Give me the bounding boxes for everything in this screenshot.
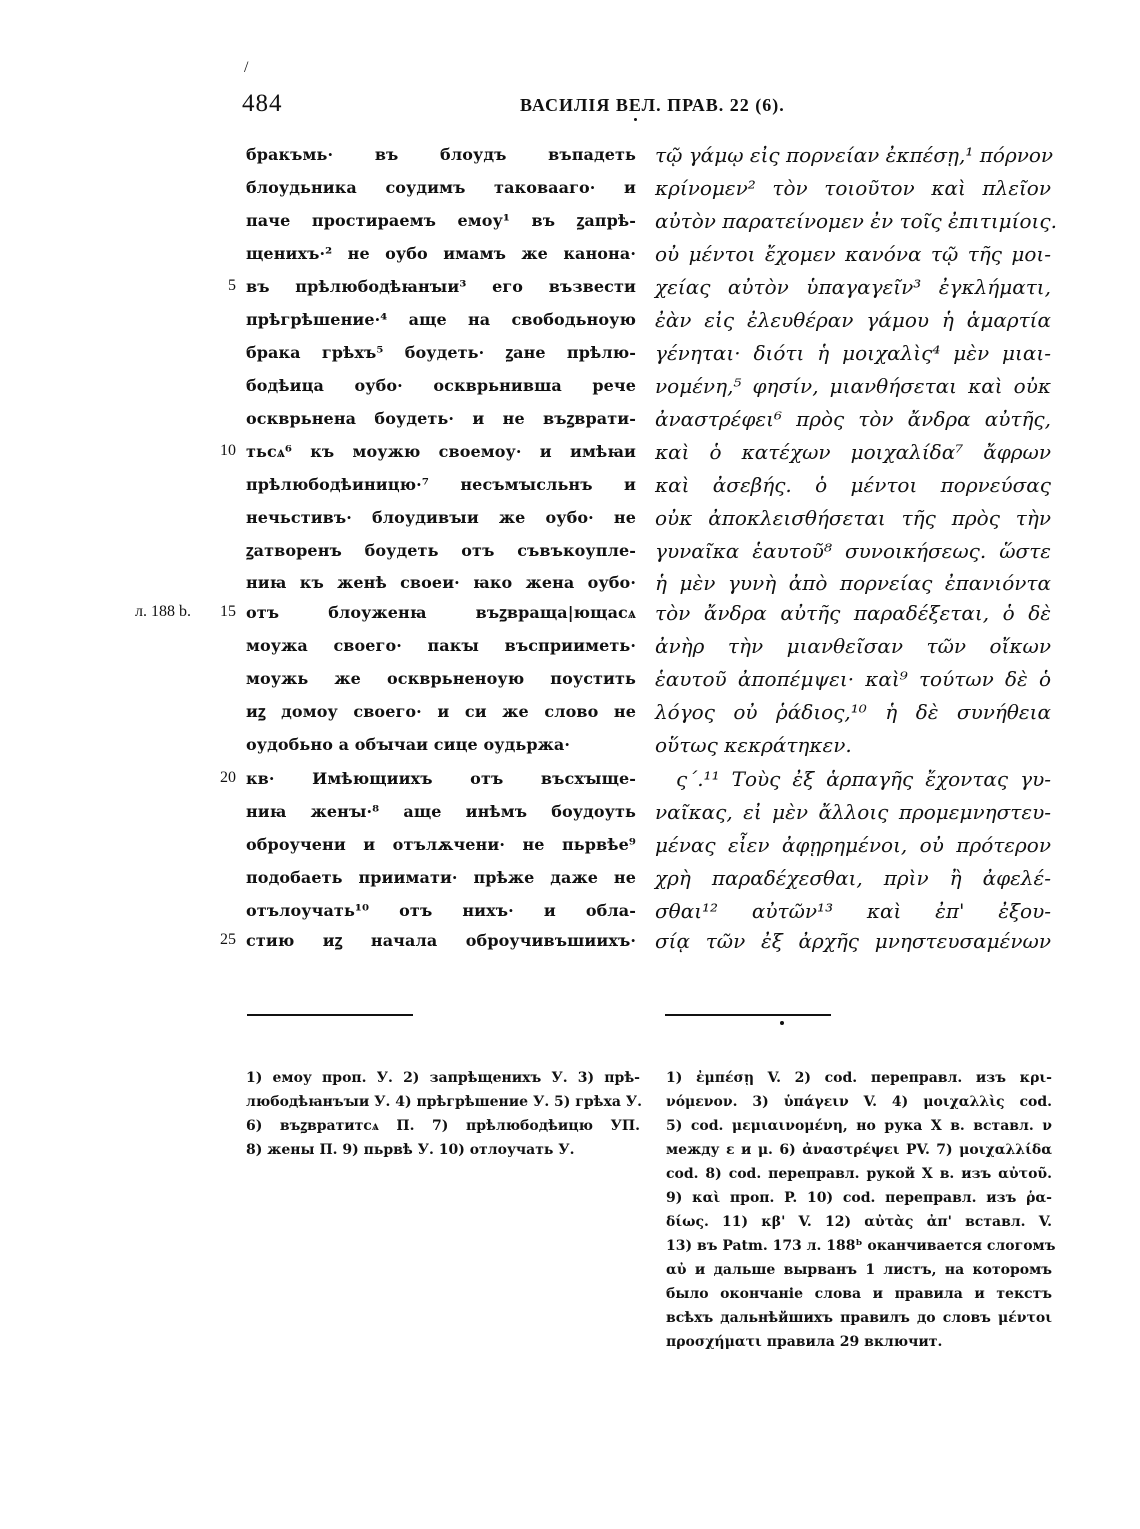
footnote-line: cod. 8) cod. переправл. рукой X в. изъ αὐτοῦ.	[666, 1166, 1052, 1182]
greek-line: κρίνομεν² τὸν τοιοῦτον καὶ πλεῖον	[655, 176, 1051, 200]
footnote-line: δίως. 11) κβ' V. 12) αὐτὰς ἀπ' вставл. V.	[666, 1214, 1052, 1230]
slavonic-line: ниꙗ женꙑ·⁸ аще инѣмъ боудоуть	[246, 802, 636, 821]
slavonic-line: блоудьника соудимъ таковааго· и	[246, 178, 636, 197]
footnote-line: любодѣꙗнъꙑи У. 4) прѣгрѣшение У. 5) грѣха У.	[246, 1094, 643, 1110]
running-title: ВАСИЛІЯ ВЕЛ. ПРАВ. 22 (6).	[520, 95, 785, 115]
footnote-line: προσχήματι правила 29 включит.	[666, 1334, 943, 1350]
greek-line: καὶ ἀσεβής. ὁ μέντοι πορνεύσας	[655, 473, 1051, 497]
footnote-line: αὐ и дальше вырванъ 1 листъ, на которомъ	[666, 1262, 1052, 1278]
line-number-20: 20	[220, 769, 236, 786]
greek-line: μένας εἶεν ἀφῃρημένοι, οὐ πρότερον	[655, 833, 1051, 857]
slavonic-line: моужа своего· пакꙑ въсприиметь·	[246, 636, 636, 655]
slavonic-line: отълоучать¹⁰ отъ нихъ· и обла-	[246, 901, 636, 920]
greek-line: καὶ ὁ κατέχων μοιχαλίδα⁷ ἄφρων	[655, 440, 1051, 464]
center-dot-mark	[780, 1021, 784, 1025]
slavonic-line: стию иꙁ начала оброучивъшиихъ·	[246, 931, 636, 950]
greek-line: οὐκ ἀποκλεισθήσεται τῆς πρὸς τὴν	[655, 506, 1051, 530]
slavonic-line: подобаеть приимати· прѣже даже не	[246, 868, 636, 887]
greek-line: χείας αὐτὸν ὑπαγαγεῖν³ ἐγκλήματι,	[655, 275, 1051, 299]
slavonic-line: кв· Имѣющиихъ отъ въсхꙑще-	[246, 769, 636, 788]
greek-line: σίᾳ τῶν ἐξ ἀρχῆς μνηστευσαμένων	[655, 929, 1051, 953]
header-dot-mark	[634, 118, 637, 121]
footnote-line: было окончаніе слова и правила и текстъ	[666, 1286, 1052, 1302]
line-number-5: 5	[228, 277, 236, 294]
slavonic-line: бодѣица оубо· оскврьнивша рече	[246, 376, 636, 395]
greek-line: χρὴ παραδέχεσθαι, πρὶν ἢ ἀφελέ-	[655, 866, 1051, 890]
slavonic-line: нечьстивъ· блоудивꙑи же оубо· не	[246, 508, 636, 527]
page-number: 484	[242, 90, 283, 117]
greek-line: ἑαυτοῦ ἀποπέμψει· καὶ⁹ τούτων δὲ ὁ	[655, 667, 1051, 691]
footnote-line: всѣхъ дальнѣйшихъ правилъ до словъ μέντοι	[666, 1310, 1052, 1326]
greek-line: ἐὰν εἰς ἐλευθέραν γάμου ἡ ἁμαρτία	[655, 308, 1051, 332]
slavonic-line: иꙁ домоу своего· и си же слово не	[246, 702, 636, 721]
slavonic-line: оскврьнена боудеть· и не въꙁврати-	[246, 409, 636, 428]
slavonic-line: брака грѣхъ⁵ боудеть· ꙁане прѣлю-	[246, 343, 636, 362]
greek-line: λόγος οὐ ῥάδιος,¹⁰ ἡ δὲ συνήθεια	[655, 700, 1051, 724]
greek-line: αὐτὸν παρατείνομεν ἐν τοῖς ἐπιτιμίοις.	[655, 209, 1057, 233]
footnote-line: 1) емоу проп. У. 2) запрѣщенихъ У. 3) прѣ-	[246, 1070, 640, 1086]
footnote-line: νόμενον. 3) ὑπάγειν V. 4) μοιχαλλὶς cod.	[666, 1094, 1052, 1110]
greek-line: οὐ μέντοι ἔχομεν κανόνα τῷ τῆς μοι-	[655, 242, 1051, 266]
greek-line: τὸν ἄνδρα αὐτῆς παραδέξεται, ὁ δὲ	[655, 601, 1051, 625]
greek-line: νομένη,⁵ φησίν, μιανθήσεται καὶ οὐκ	[655, 374, 1051, 398]
slavonic-line: оброучени и отълѫчени· не пьрвѣе⁹	[246, 835, 636, 854]
footnote-line: 9) καὶ проп. P. 10) cod. переправл. изъ ῥα-	[666, 1190, 1052, 1206]
slavonic-line: отъ блоуженꙗ въꙁвраща|ющасѧ	[246, 603, 636, 622]
greek-line: τῷ γάμῳ εἰς πορνείαν ἐκπέσῃ,¹ πόρνον	[655, 143, 1054, 167]
line-number-10: 10	[220, 442, 236, 459]
footnote-line: 5) cod. μεμιαινομένη, но рука X в. вставл. ν	[666, 1118, 1052, 1134]
stray-mark: /	[244, 59, 249, 76]
footnote-line: 6) въꙁвратитсѧ П. 7) прѣлюбодѣицю УП.	[246, 1118, 640, 1134]
greek-line: ἡ μὲν γυνὴ ἀπὸ πορνείας ἐπανιόντα	[655, 571, 1051, 595]
slavonic-line: въ прѣлюбодѣꙗнꙑи³ его възвести	[246, 277, 636, 296]
greek-line: οὕτως κεκράτηκεν.	[655, 733, 852, 757]
slavonic-line: моужь же оскврьненоую поустить	[246, 669, 636, 688]
footnote-line: 8) жены П. 9) пьрвѣ У. 10) отлоучать У.	[246, 1142, 575, 1158]
line-number-25: 25	[220, 931, 236, 948]
footnote-rule-left	[247, 1014, 413, 1016]
footnote-line: между ε и μ. 6) ἀναστρέψει PV. 7) μοιχαλλίδα	[666, 1142, 1052, 1158]
greek-line: ἀνὴρ τὴν μιανθεῖσαν τῶν οἴκων	[655, 634, 1051, 658]
greek-line: ἀναστρέφει⁶ πρὸς τὸν ἄνδρα αὐτῆς,	[655, 407, 1051, 431]
greek-line: ναῖκας, εἰ μὲν ἄλλοις προμεμνηστευ-	[655, 800, 1051, 824]
slavonic-line: прѣлюбодѣиницю·⁷ несъмꙑсльнъ и	[246, 475, 636, 494]
footnote-line: 13) въ Patm. 173 л. 188ᵇ оканчивается слогомъ	[666, 1238, 1056, 1254]
greek-line: γυναῖκα ἑαυτοῦ⁸ συνοικήσεως. ὥστε	[655, 539, 1051, 563]
slavonic-line: паче простираемъ емоу¹ въ ꙁапрѣ-	[246, 211, 636, 230]
greek-line: σθαι¹² αὐτῶν¹³ καὶ ἐπ' ἐξου-	[655, 899, 1051, 923]
footnote-line: 1) ἐμπέσῃ V. 2) cod. переправл. изъ κρι-	[666, 1070, 1052, 1086]
line-number-15: 15	[220, 603, 236, 620]
greek-line: γένηται· διότι ἡ μοιχαλὶς⁴ μὲν μιαι-	[655, 341, 1051, 365]
slavonic-line: тьсѧ⁶ къ моужю своемоу· и имѣꙗи	[246, 442, 636, 461]
slavonic-line: оудобьно а обꙑчаи сице оудьржа·	[246, 735, 570, 754]
slavonic-line: щенихъ·² не оубо имамъ же канона·	[246, 244, 636, 263]
slavonic-line: бракъмь· въ блоудъ въпадеть	[246, 145, 636, 164]
greek-line: ς´.¹¹ Τοὺς ἐξ ἁρπαγῆς ἔχοντας γυ-	[676, 767, 1051, 791]
slavonic-line: прѣгрѣшение·⁴ аще на свободьноую	[246, 310, 636, 329]
slavonic-line: ниꙗ къ женѣ своеи· ꙗко жена оубо·	[246, 573, 636, 592]
slavonic-line: ꙁатворенъ боудеть отъ съвъкоупле-	[246, 541, 636, 560]
folio-note: л. 188 b.	[135, 603, 191, 620]
footnote-rule-right	[665, 1014, 831, 1016]
